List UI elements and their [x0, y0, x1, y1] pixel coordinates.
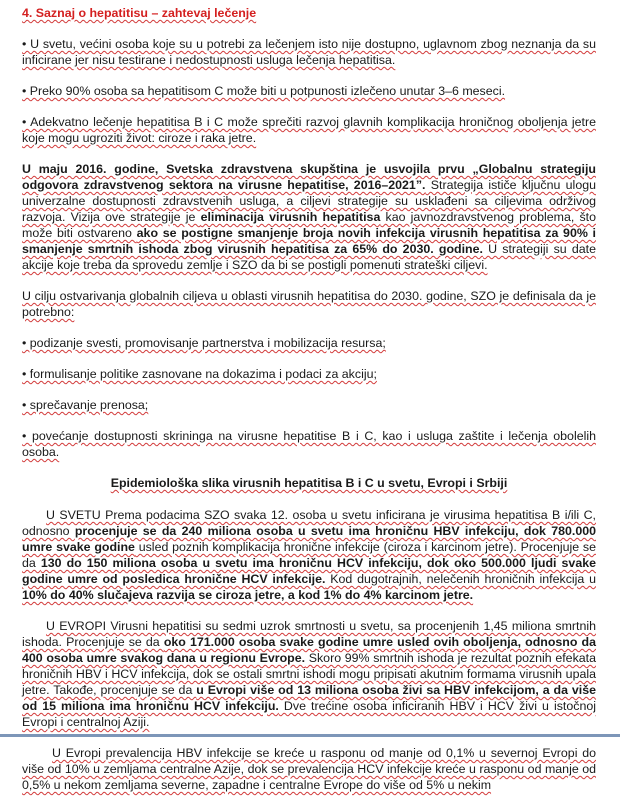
world-text-2: usled poznih komplikacija hronične infekcije (ciroza i karcinom jetre). Procenjuje se da — [22, 540, 596, 570]
world-bold-3: 10% do 40% slučajeva razvija se ciroza jetre, a kod 1% do 4% karcinom jetre. — [22, 588, 474, 602]
document-heading: 4. Saznaj o hepatitisu – zahtevaj lečenje — [22, 6, 257, 20]
world-bold-2: 130 do 150 miliona osoba u svetu ima hroničnu HCV infekciju, dok oko 500.000 ljudi svake godine umre od posledica hronične HCV infekcije. — [22, 556, 596, 586]
europe-paragraph — [22, 618, 596, 730]
strategy-bold-2: eliminacija virusnih hepatitisa — [200, 210, 381, 224]
goal-item: • sprečavanje prenosa; — [22, 398, 149, 412]
section-title: Epidemiološka slika virusnih hepatitisa B i C u svetu, Evropi i Srbiji — [110, 476, 508, 490]
world-bold-1: procenjuje se da 240 miliona osoba u svetu ima hroničnu HBV infekciju, dok 780.000 umre svake godine — [22, 524, 596, 554]
bullet-paragraph: • U svetu, većini osoba koje su u potrebi za lečenjem isto nije dostupno, uglavnom zbog neznanja da su inficirane jer nisu testirane i nedostupnosti usluga lečenja hepatitisa. — [22, 37, 596, 67]
europe-text-1: U EVROPI Virusni hepatitisi su sedmi uzrok smrtnosti u svetu, sa procenjenih 1,45 miliona smrtnih ishoda. Procenjuje se da — [22, 619, 596, 649]
world-text-3: Kod dugotrajnih, nelečenih hroničnih infekcija u — [325, 572, 596, 586]
bullet-paragraph: • Preko 90% osoba sa hepatitisom C može biti u potpunosti izlečeno unutar 3–6 meseci. — [22, 84, 506, 98]
strategy-bold-1: U maju 2016. godine, Svetska zdravstvena skupština je usvojila prvu „Globalnu strategiju odgovora zdravstvenog sektora na virusne hepatitise, 2016–2021”. — [22, 162, 596, 192]
europe-text-2: Skoro 99% smrtnih ishoda je rezultat poznih efekata hroničnih HBV i HCV infekcija, dok se ostali smrtni ishodi mogu pripisati akutnim formama virusnih upala jetre. Takođe, procenjuje se da — [22, 651, 596, 697]
strategy-bold-3: ako se postigne smanjenje broja novih infekcija virusnih hepatitisa za 90% i smanjenje smrtnih ishoda zbog virusnih hepatitisa za 65% do 2030. godine. — [22, 226, 596, 256]
world-paragraph — [22, 507, 596, 603]
document-page — [22, 5, 596, 808]
goal-item: • podizanje svesti, promovisanje partnerstva i mobilizacija resursa; — [22, 336, 386, 350]
goal-item: • povećanje dostupnosti skrininga na virusne hepatitise B i C, kao i usluga zaštite i lečenja obolelih osoba. — [22, 429, 596, 459]
world-text-1: U SVETU Prema podacima SZO svaka 12. osoba u svetu inficirana je virusima hepatitisa B i/ili C, odnosno — [22, 508, 596, 538]
europe-text-3: Dve trećine osoba inficiranih HBV i HCV živi u istočnoj Evropi i centralnoj Aziji. — [22, 699, 596, 729]
goal-item: • formulisanje politike zasnovane na dokazima i podaci za akciju; — [22, 367, 377, 381]
prevalence-paragraph: U Evropi prevalencija HBV infekcije se kreće u rasponu od manje od 0,1% u severnoj Evropi do više od 10% u zemljama centralne Azije, dok se prevalencija HCV infekcije kreće u rasponu od manje od 0,5% u nekom zemljama severne, zapadne i centralne Evrope do više od 5% u nekim — [22, 746, 596, 792]
bullet-paragraph: • Adekvatno lečenje hepatitisa B i C može sprečiti razvoj glavnih komplikacija hroničnog oboljenja jetre koje mogu ugroziti život: ciroze i raka jetre. — [22, 115, 596, 145]
europe-bold-1: oko 171.000 osoba svake godine umre usled ovih oboljenja, odnosno da 400 osoba umre svakog dana u regionu Evrope. — [22, 635, 596, 665]
strategy-paragraph — [22, 161, 596, 273]
strategy-text-2: kao javnozdravstvenog problema, što može biti ostvareno — [22, 210, 596, 240]
goals-intro: U cilju ostvarivanja globalnih ciljeva u oblasti virusnih hepatitisa do 2030. godine, SZO je definisala da je potrebno: — [22, 289, 596, 319]
strategy-text-1: Strategija ističe ključnu ulogu univerzalne dostupnosti zdravstvenih usluga, a ciljevi strategije su usklađeni sa ciljevima održivog razvoja. Vizija ove strategije je — [22, 178, 596, 224]
strategy-text-3: U strategiji su date akcije koje treba da sprovedu zemlje i SZO da bi se postigli pomenuti strateški ciljevi. — [22, 242, 597, 272]
europe-bold-2: u Evropi više od 13 miliona osoba živi sa HBV infekcijom, a da više od 15 miliona ima hroničnu HCV infekciju. — [22, 683, 596, 713]
